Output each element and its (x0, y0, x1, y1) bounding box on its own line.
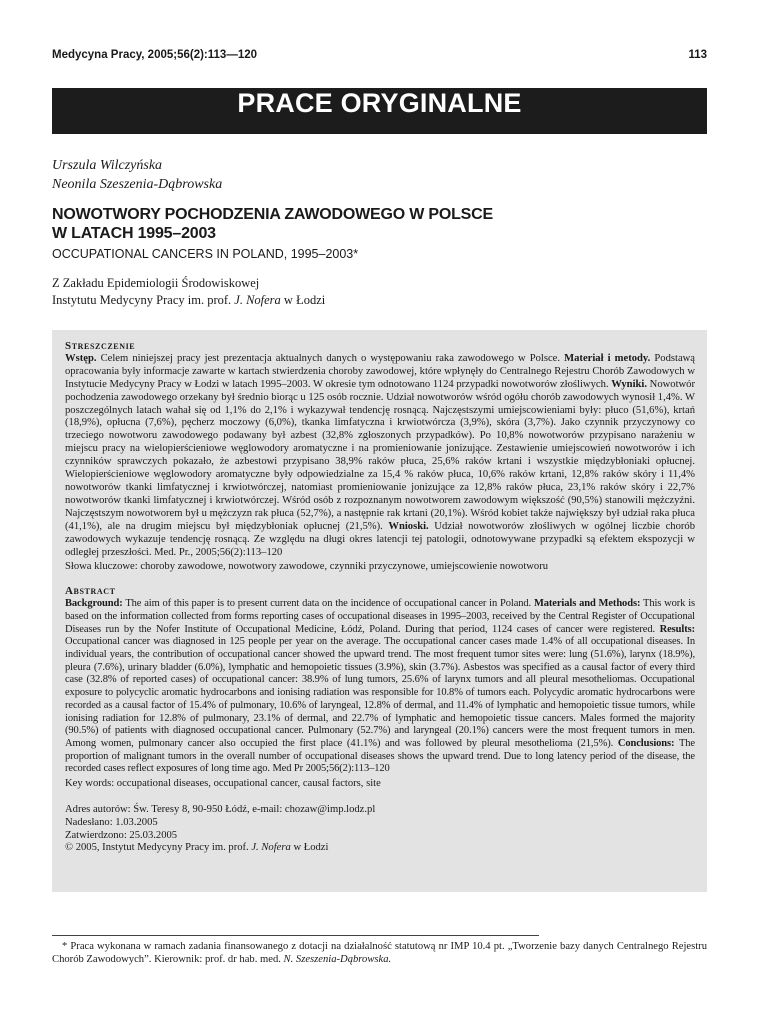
affiliation-line (52, 292, 325, 309)
author-name: Neonila Szeszenia-Dąbrowska (52, 177, 223, 192)
approved-date: Zatwierdzono: 25.03.2005 (65, 829, 178, 841)
page-number: 113 (688, 49, 707, 61)
title-line: NOWOTWORY POCHODZENIA ZAWODOWEGO W POLSCE (52, 206, 493, 223)
label: Wnioski. (388, 520, 429, 532)
keywords-pl: Słowa kluczowe: choroby zawodowe, nowotwory zawodowe, czynniki przyczynowe, umiejscowienie nowotworu (65, 561, 549, 573)
author-list (52, 156, 222, 194)
affiliation (52, 275, 325, 309)
text: Occupational cancer was diagnosed in 125 people per year on the average. The occupational cancer cases made 1.4% of all occupational diseases. In individual years, the contribution of occupational cancer showed the upward trend. The most frequent tumor sites were: lung (51.6%), larynx (18.9%), pleura (7.6%), urinary bladder (6.0%), lymphatic and hemopoietic tissues (3.9%), skin (3.7%). Asbestos was specified as a causal factor of every third case (32.8% of reported cases) of occupational cancer: 38.9% of lung tumors, 25.6% of larynx tumors and all pleural mesotheliomas. Occupational exposure to polycyclic aromatic hydrocarbons and ionising radiation was responsible for 10.8% of tumors each. Polycydic aromatic hydrocarbons were recorded as a causal factor of 15.4% of pulmonary, 10.6% of laryngeal, 12.8% of dermal, and 11.4% of lymphatic and hemopoietic tissue tumors, while ionising radiation for 12.8% of pulmonary, 23.1% of dermal, and 22.7% of lymphatic and hemopoietic tissue cancers. Males formed the majority (90.5%) of patients with diagnosed occupational cancer. Pulmonary (52.7%) and laryngeal (20.1%) cancers were the most frequent tumors in men. Among women, pulmonary cancer also occupied the first place (41.1%) and was followed by pleural mesothelioma (21,5%). (65, 636, 695, 749)
label: Background: (65, 598, 123, 610)
affiliation-line: Z Zakładu Epidemiologii Środowiskowej (52, 276, 260, 290)
running-header-journal: Medycyna Pracy, 2005;56(2):113—120 (52, 49, 258, 61)
label: Results: (659, 623, 695, 635)
label: Conclusions: (617, 737, 675, 749)
title-line: W LATACH 1995–2003 (52, 225, 216, 242)
text: This work is based on the information collected from forms reporting cases of occupational diseases in 1995–2003, received by the Central Register of Occupational Diseases run by the Nofer Institute of Occupational Medicine, Łódź, Poland. During that period, 1124 cases of cancer were registered. (65, 598, 695, 635)
footnote (52, 940, 707, 966)
text: The proportion of malignant tumors in the overall number of occupational diseases shows the upward trend. Due to long latency period of the disease, the recorded cases reflect exposures of long time ago. Med Pr 2005;56(2):113–120 (65, 737, 695, 775)
label: Materiał i metody. (564, 352, 651, 364)
footnote-text: * Praca wykonana w ramach zadania finansowanego z dotacji na działalność statutową nr IMP 10.4 pt. „Tworzenie bazy danych Centralnego Rejestru Chorób Zawodowych”. Kierownik: prof. dr hab. med. (52, 941, 707, 965)
footnote-rule (52, 935, 539, 936)
text: Nowotwór pochodzenia zawodowego orzekany był średnio biorąc u 125 osób rocznie. Udział nowotworów wśród ogółu chorób zawodowych wynosił 1,4%. W poszczególnych latach wahał się od 1,1% do 2,1% i wykazywał tendencję rosnącą. Najczęstszymi umiejscowieniami były: płuco (51,6%), krtań (18,9%), opłucna (7,6%), pęcherz moczowy (6,0%), tkanka limfatyczna i krwiotwórcza (3,9%), skóra (3,7%). Jako czynnik przyczynowy co trzeciego nowotworu zawodowego podawany był azbest (32,8% zgłoszonych przypadków). Po 10,8% nowotworów przypisano narażeniu w miejscu pracy na wielopierścieniowe węglowodory aromatyczne i na promieniowanie jonizujące. Zestawienie umiejscowień nowotworów i ich czynników sprawczych pokazało, że azbestowi przypisano 38,9% raków płuca, 25,6% raków krtani i wszystkie międzybłoniaki opłucnej. Wielopierścieniowe węglowodory aromatyczne były odpowiedzialne za 15,4 % raków płuca, 10,6% raków krtani, 12,8% raków skóry i 11,4% nowotworów tkanki limfatycznej i krwiotwórczej, natomiast promieniowanie jonizujące za 12,8% raków płuca, 23,1% raków skóry i 22,7% nowotworów tkanki limfatycznej i krwiotwórczej. Wśród osób z rozpoznanym nowotworem zawodowym większość (90,5%) stanowili mężczyźni. Najczęstszym nowotworem był u mężczyzn rak płuca (52,7%), a następnie rak krtani (20,1%). Wśród kobiet także największy był udział raka płuca (41,1%), ale na drugim miejscu był międzybłoniak opłucnej (21,5%). (65, 378, 695, 532)
text: Celem niniejszej pracy jest prezentacja aktualnych danych o występowaniu raka zawodowego w Polsce. (96, 352, 565, 364)
english-title: OCCUPATIONAL CANCERS IN POLAND, 1995–2003* (52, 247, 359, 261)
author-address: Adres autorów: Św. Teresy 8, 90-950 Łódź, e-mail: chozaw@imp.lodz.pl (65, 803, 376, 815)
article-title (52, 205, 493, 243)
streszczenie-heading: Streszczenie (65, 340, 136, 352)
copyright-text: © 2005, Instytut Medycyny Pracy im. prof. (65, 842, 252, 854)
copyright-italic: J. Nofera (251, 842, 291, 854)
affiliation-italic: J. Nofera (234, 293, 281, 307)
abstract-heading: Abstract (65, 585, 116, 598)
footnote-italic: N. Szeszenia-Dąbrowska. (283, 954, 392, 965)
received-date: Nadesłano: 1.03.2005 (65, 816, 158, 828)
streszczenie-text (65, 353, 695, 560)
section-banner: PRACE ORYGINALNE (52, 88, 707, 134)
abstract-content (65, 340, 695, 855)
text: Udział nowotworów złośliwych w ogólnej liczbie chorób zawodowych wykazuje tendencję rosnącą. Ze względu na długi okres latencji tej patologii, odnotowywane przypadki są efektem ekspozycji w odległej przeszłości. Med. Pr., 2005;56(2):113–120 (65, 520, 695, 558)
affiliation-text: Instytutu Medycyny Pracy im. prof. (52, 293, 235, 307)
text: The aim of this paper is to present current data on the incidence of occupational cancer in Poland. (122, 598, 534, 610)
label: Wstęp. (65, 352, 97, 364)
label: Materials and Methods: (533, 598, 641, 610)
contact-info (65, 804, 695, 855)
author-name: Urszula Wilczyńska (52, 158, 163, 173)
text: Podstawą opracowania były informacje zawarte w kartach stwierdzenia choroby zawodowej, które wpłynęły do Centralnego Rejestru Chorób Zawodowych w Instytucie Medycyny Pracy w Łodzi w latach 1995–2003. W okresie tym odnotowano 1124 przypadki nowotworów złośliwych. (65, 352, 695, 390)
copyright-text: w Łodzi (290, 842, 329, 854)
keywords-en: Key words: occupational diseases, occupational cancer, causal factors, site (65, 778, 381, 790)
abstract-text (65, 598, 695, 776)
affiliation-text: w Łodzi (280, 293, 326, 307)
label: Wyniki. (611, 378, 648, 390)
